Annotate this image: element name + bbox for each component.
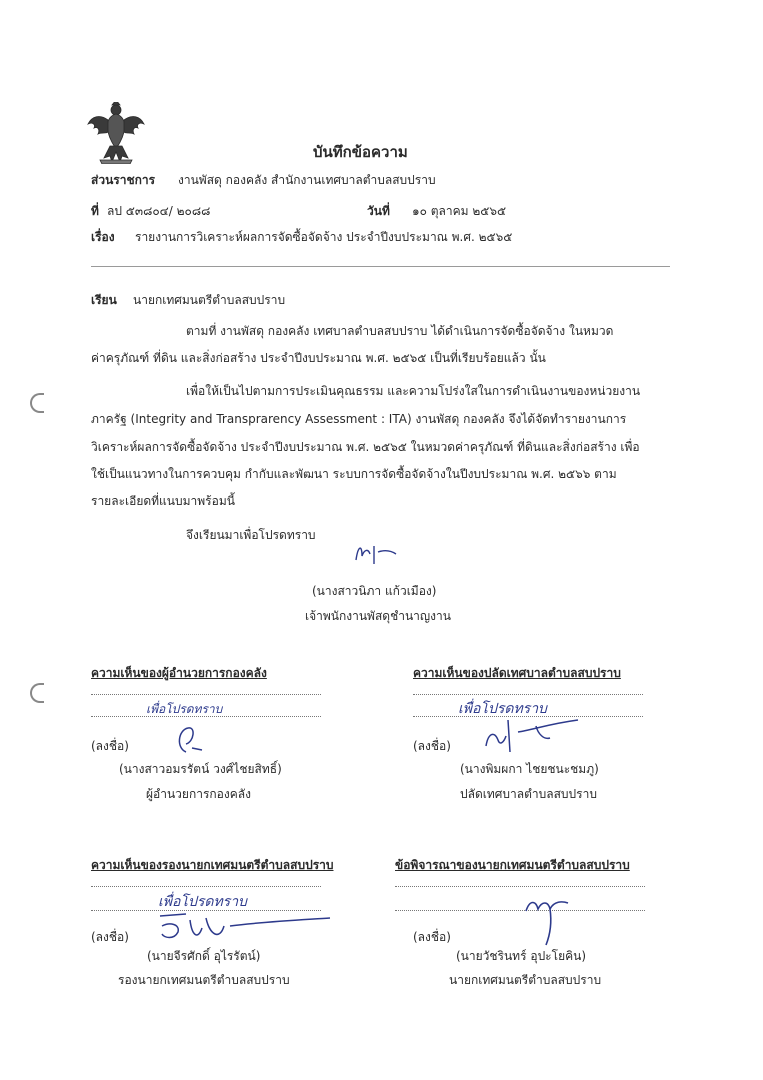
punch-hole (30, 683, 44, 703)
closing-text: จึงเรียนมาเพื่อโปรดทราบ (186, 528, 316, 542)
header-divider (91, 266, 670, 267)
dotted-line (395, 886, 645, 887)
opinion-heading-finance-director: ความเห็นของผู้อำนวยการกองคลัง (91, 666, 267, 680)
punch-hole (30, 393, 44, 413)
agency-value: งานพัสดุ กองคลัง สำนักงานเทศบาลตำบลสบปราบ (178, 173, 436, 187)
para2-line1: เพื่อให้เป็นไปตามการประเมินคุณธรรม และความโปร่งใสในการดำเนินงานของหน่วยงาน (186, 384, 641, 398)
clerk-name: (นางพิมผกา ไชยชนะชมภู) (460, 762, 599, 776)
opinion-heading-mayor: ข้อพิจารณาของนายกเทศมนตรีตำบลสบปราบ (395, 858, 630, 872)
sign-label: (ลงชื่อ) (91, 930, 129, 944)
subject-label: เรื่อง (91, 230, 115, 244)
ref-label: ที่ (91, 204, 99, 218)
sign-label: (ลงชื่อ) (91, 739, 129, 753)
agency-label: ส่วนราชการ (91, 173, 156, 187)
handwritten-note-clerk: เพื่อโปรดทราบ (458, 701, 547, 717)
to-label: เรียน (91, 293, 117, 307)
signer-name: (นางสาวนิภา แก้วเมือง) (312, 584, 437, 598)
memo-title: บันทึกข้อความ (313, 143, 408, 161)
signature-clerk-icon (478, 716, 588, 756)
opinion-heading-deputy-mayor: ความเห็นของรองนายกเทศมนตรีตำบลสบปราบ (91, 858, 334, 872)
signature-deputy-icon (150, 906, 340, 946)
para2-line5: รายละเอียดที่แนบมาพร้อมนี้ (91, 494, 235, 508)
clerk-position: ปลัดเทศบาลตำบลสบปราบ (460, 787, 597, 801)
para2-line3: วิเคราะห์ผลการจัดซื้อจัดจ้าง ประจำปีงบประมาณ พ.ศ. ๒๕๖๕ ในหมวดค่าครุภัณฑ์ ที่ดินและสิ่งก่อสร้าง เพื่อ (91, 440, 640, 454)
handwritten-note-deputy: เพื่อโปรดทราบ (158, 894, 247, 910)
signature-mayor-icon (520, 893, 580, 949)
para2-line4: ใช้เป็นแนวทางในการควบคุม กำกับและพัฒนา ระบบการจัดซื้อจัดจ้างในปีงบประมาณ พ.ศ. ๒๕๖๖ ตาม (91, 467, 617, 481)
signature-nipa-icon (350, 540, 410, 568)
sign-label: (ลงชื่อ) (413, 739, 451, 753)
to-value: นายกเทศมนตรีตำบลสบปราบ (133, 293, 286, 307)
deputy-mayor-name: (นายจีรศักดิ์ อุไรรัตน์) (147, 949, 261, 963)
opinion-heading-clerk: ความเห็นของปลัดเทศบาลตำบลสบปราบ (413, 666, 621, 680)
garuda-emblem-icon (86, 102, 146, 164)
signature-finance-icon (172, 722, 212, 758)
para1-line1: ตามที่ งานพัสดุ กองคลัง เทศบาลตำบลสบปราบ ได้ดำเนินการจัดซื้อจัดจ้าง ในหมวด (186, 324, 614, 338)
dotted-line (91, 694, 321, 695)
dotted-line (413, 694, 643, 695)
sign-label: (ลงชื่อ) (413, 930, 451, 944)
date-value: ๑๐ ตุลาคม ๒๕๖๕ (412, 204, 507, 218)
para2-line2: ภาครัฐ (Integrity and Transprarency Assessment : ITA) งานพัสดุ กองคลัง จึงได้จัดทำรายงานการ (91, 412, 627, 426)
deputy-mayor-position: รองนายกเทศมนตรีตำบลสบปราบ (118, 973, 290, 987)
dotted-line (91, 716, 321, 717)
finance-director-name: (นางสาวอมรรัตน์ วงศ์ไชยสิทธิ์) (119, 762, 282, 776)
para1-line2: ค่าครุภัณฑ์ ที่ดิน และสิ่งก่อสร้าง ประจำปีงบประมาณ พ.ศ. ๒๕๖๕ เป็นที่เรียบร้อยแล้ว นั้น (91, 351, 546, 365)
handwritten-note-finance: เพื่อโปรดทราบ (146, 702, 223, 716)
signer-position: เจ้าพนักงานพัสดุชำนาญงาน (305, 609, 451, 623)
ref-value: ลป ๕๓๘๐๔/ ๒๐๘๘ (107, 204, 211, 218)
subject-value: รายงานการวิเคราะห์ผลการจัดซื้อจัดจ้าง ประจำปีงบประมาณ พ.ศ. ๒๕๖๕ (135, 230, 513, 244)
mayor-position: นายกเทศมนตรีตำบลสบปราบ (449, 973, 602, 987)
mayor-name: (นายวัชรินทร์ อุปะโยคิน) (456, 949, 587, 963)
date-label: วันที่ (367, 204, 390, 218)
dotted-line (91, 886, 321, 887)
finance-director-position: ผู้อำนวยการกองคลัง (146, 787, 251, 801)
